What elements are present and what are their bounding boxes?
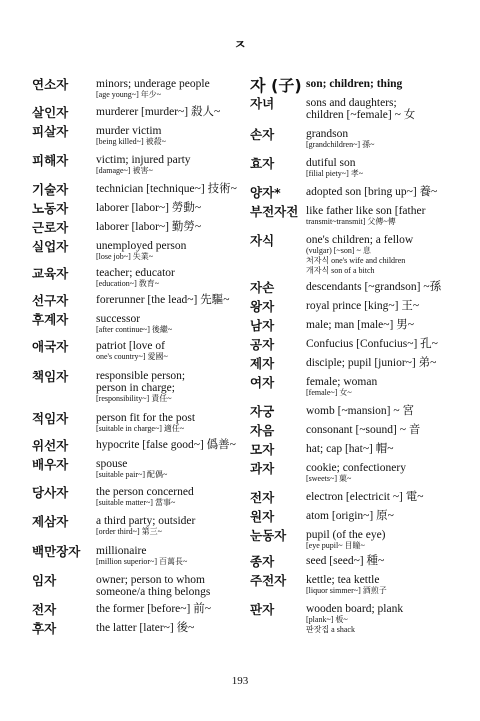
entry-meaning: electron [electricit ~] 電~ bbox=[306, 491, 424, 503]
entry-etymology: [filial piety~] 孝~ bbox=[306, 169, 364, 178]
entry-definition bbox=[96, 545, 187, 567]
entry-meaning: person in charge; bbox=[96, 382, 175, 394]
entry-etymology: [suitable matter~] 當事~ bbox=[96, 498, 176, 507]
entry-headword: 자식 bbox=[250, 233, 275, 248]
entry-headword: 과자 bbox=[250, 461, 275, 476]
entry-etymology: [suitable in charge~] 適任~ bbox=[96, 424, 185, 433]
entry-definition bbox=[96, 622, 194, 636]
entry-meaning: patriot [love of bbox=[96, 340, 165, 352]
dictionary-entry bbox=[250, 128, 374, 150]
entry-definition bbox=[306, 319, 414, 333]
entry-headword: 자녀 bbox=[250, 96, 275, 111]
entry-meaning: Confucius [Confucius~] 孔~ bbox=[306, 338, 438, 350]
dictionary-entry bbox=[32, 221, 201, 235]
dictionary-entry bbox=[250, 157, 363, 179]
entry-etymology: 처자식 one's wife and children bbox=[306, 256, 406, 265]
dictionary-entry bbox=[32, 125, 166, 147]
entry-definition bbox=[306, 97, 415, 121]
entry-definition bbox=[306, 300, 419, 314]
entry-meaning: murder victim bbox=[96, 125, 162, 137]
dictionary-entry bbox=[32, 154, 191, 176]
entry-etymology: [eye pupil~ 目瞳~ bbox=[306, 541, 365, 550]
entry-meaning: adopted son [bring up~] 養~ bbox=[306, 186, 438, 198]
entry-etymology: 개자식 son of a bitch bbox=[306, 266, 375, 275]
entry-headword: 제자 bbox=[250, 356, 275, 371]
entry-headword: 연소자 bbox=[32, 77, 69, 92]
entry-etymology: [suitable pair~] 配偶~ bbox=[96, 470, 168, 479]
entry-headword: 당사자 bbox=[32, 485, 69, 500]
entry-definition bbox=[96, 106, 220, 120]
dictionary-entry bbox=[250, 424, 420, 438]
entry-etymology: [million superior~] 百萬長~ bbox=[96, 557, 188, 566]
dictionary-entry bbox=[250, 205, 425, 227]
entry-etymology: [liquor simmer~] 酒煎子 bbox=[306, 586, 387, 595]
entry-definition bbox=[96, 240, 186, 262]
entry-definition bbox=[306, 491, 423, 505]
entry-etymology: [responsibility~] 責任~ bbox=[96, 394, 172, 403]
entry-meaning: unemployed person bbox=[96, 240, 187, 252]
entry-definition bbox=[306, 338, 438, 352]
dictionary-entry bbox=[32, 412, 195, 434]
entry-definition bbox=[306, 128, 374, 150]
entry-meaning: laborer [labor~] 勤勞~ bbox=[96, 221, 202, 233]
dictionary-entry bbox=[250, 405, 414, 419]
entry-headword: 책임자 bbox=[32, 369, 69, 384]
dictionary-entry bbox=[250, 603, 403, 635]
entry-headword: 원자 bbox=[250, 509, 275, 524]
entry-headword: 남자 bbox=[250, 318, 275, 333]
entry-headword: 후자 bbox=[32, 621, 57, 636]
entry-headword: 판자 bbox=[250, 602, 275, 617]
entry-meaning: disciple; pupil [junior~] 弟~ bbox=[306, 357, 437, 369]
entry-meaning: technician [technique~] 技術~ bbox=[96, 183, 237, 195]
entry-headword: 기술자 bbox=[32, 182, 69, 197]
entry-definition bbox=[96, 313, 172, 335]
dictionary-entry bbox=[250, 529, 386, 551]
entry-meaning: wooden board; plank bbox=[306, 603, 404, 615]
entry-meaning: a third party; outsider bbox=[96, 515, 196, 527]
entry-etymology: one's country~] 愛國~ bbox=[96, 352, 168, 361]
entry-meaning: cookie; confectionery bbox=[306, 462, 406, 474]
entry-meaning: responsible person; bbox=[96, 370, 186, 382]
entry-headword: 임자 bbox=[32, 573, 57, 588]
entry-definition bbox=[306, 405, 414, 419]
dictionary-entry bbox=[250, 555, 384, 569]
entry-meaning: womb [~mansion] ~ 宮 bbox=[306, 405, 414, 417]
entry-headword: 피해자 bbox=[32, 153, 69, 168]
entry-meaning: minors; underage people bbox=[96, 78, 210, 90]
entry-headword: 자 (子) bbox=[250, 76, 302, 95]
entry-etymology: [damage~] 被害~ bbox=[96, 166, 153, 175]
entry-headword: 전자 bbox=[250, 490, 275, 505]
entry-definition bbox=[96, 439, 236, 453]
entry-headword: 자손 bbox=[250, 280, 275, 295]
entry-headword: 선구자 bbox=[32, 293, 69, 308]
entry-headword: 눈동자 bbox=[250, 528, 287, 543]
entry-definition bbox=[306, 205, 425, 227]
entry-etymology: transmit~transmit] 父傳~傳 bbox=[306, 217, 396, 226]
dictionary-entry bbox=[32, 622, 194, 636]
entry-definition bbox=[96, 458, 167, 480]
entry-meaning: consonant [~sound] ~ 音 bbox=[306, 424, 421, 436]
entry-definition bbox=[306, 424, 420, 438]
entry-etymology: [female~] 女~ bbox=[306, 388, 352, 397]
entry-meaning: grandson bbox=[306, 128, 349, 140]
dictionary-entry bbox=[32, 340, 168, 362]
entry-definition bbox=[96, 154, 191, 176]
entry-meaning: murderer [murder~] 殺人~ bbox=[96, 106, 221, 118]
entry-definition bbox=[96, 515, 195, 537]
entry-headword: 실업자 bbox=[32, 239, 69, 254]
entry-headword: 제삼자 bbox=[32, 514, 69, 529]
entry-etymology: [education~] 敎育~ bbox=[96, 279, 160, 288]
dictionary-entry bbox=[32, 439, 236, 453]
dictionary-entry bbox=[250, 78, 402, 94]
entry-definition bbox=[306, 574, 387, 596]
dictionary-entry bbox=[32, 267, 175, 289]
entry-definition bbox=[96, 221, 201, 235]
entry-meaning: successor bbox=[96, 313, 141, 325]
entry-etymology: [grandchildren~] 孫~ bbox=[306, 140, 375, 149]
entry-definition bbox=[306, 462, 406, 484]
entry-headword: 교육자 bbox=[32, 266, 69, 281]
entry-definition bbox=[306, 510, 394, 524]
entry-definition bbox=[306, 443, 393, 457]
entry-etymology: [after continue~] 後繼~ bbox=[96, 325, 173, 334]
dictionary-entry bbox=[250, 97, 415, 121]
entry-meaning: pupil (of the eye) bbox=[306, 529, 386, 541]
entry-headword: 후계자 bbox=[32, 312, 69, 327]
entry-meaning: seed [seed~] 種~ bbox=[306, 555, 385, 567]
entry-meaning: forerunner [the lead~] 先驅~ bbox=[96, 294, 230, 306]
dictionary-entry bbox=[32, 574, 210, 598]
dictionary-entry bbox=[32, 486, 194, 508]
entry-definition bbox=[306, 186, 437, 200]
dictionary-entry bbox=[32, 370, 185, 404]
entry-meaning: dutiful son bbox=[306, 157, 356, 169]
dictionary-entry bbox=[250, 234, 413, 276]
entry-meaning: descendants [~grandson] ~孫 bbox=[306, 281, 442, 293]
dictionary-entry bbox=[32, 545, 187, 567]
dictionary-entry bbox=[250, 376, 377, 398]
entry-definition bbox=[306, 555, 384, 569]
entry-etymology: [lose job~] 失業~ bbox=[96, 252, 154, 261]
entry-headword: 주전자 bbox=[250, 573, 287, 588]
dictionary-entry bbox=[250, 443, 393, 457]
entry-meaning: teacher; educator bbox=[96, 267, 175, 279]
dictionary-entry bbox=[250, 357, 436, 371]
entry-definition bbox=[96, 370, 185, 404]
entry-meaning: someone/a thing belongs bbox=[96, 586, 211, 598]
entry-headword: 손자 bbox=[250, 127, 275, 142]
entry-headword: 왕자 bbox=[250, 299, 275, 314]
page-number: 193 bbox=[231, 675, 249, 687]
entry-headword: 백만장자 bbox=[32, 544, 81, 559]
dictionary-entry bbox=[32, 183, 237, 197]
entry-headword: 효자 bbox=[250, 156, 275, 171]
entry-definition bbox=[96, 125, 166, 147]
entry-definition bbox=[96, 267, 175, 289]
entry-headword: 자궁 bbox=[250, 404, 275, 419]
entry-headword: 자음 bbox=[250, 423, 275, 438]
entry-headword: 근로자 bbox=[32, 220, 69, 235]
entry-definition bbox=[96, 183, 237, 197]
entry-meaning: atom [origin~] 原~ bbox=[306, 510, 394, 522]
dictionary-entry bbox=[250, 281, 441, 295]
entry-meaning: hat; cap [hat~] 帽~ bbox=[306, 443, 394, 455]
entry-definition bbox=[96, 574, 210, 598]
dictionary-entry bbox=[32, 106, 220, 120]
entry-meaning: royal prince [king~] 王~ bbox=[306, 300, 420, 312]
entry-definition bbox=[96, 294, 229, 308]
entry-headword: 살인자 bbox=[32, 105, 69, 120]
dictionary-entry bbox=[32, 202, 201, 216]
entry-meaning: one's children; a fellow bbox=[306, 234, 414, 246]
entry-meaning: laborer [labor~] 勞動~ bbox=[96, 202, 202, 214]
entry-headword: 애국자 bbox=[32, 339, 69, 354]
page-header: ㅈ bbox=[233, 38, 247, 53]
entry-definition bbox=[306, 281, 441, 295]
entry-definition bbox=[306, 78, 402, 94]
dictionary-entry bbox=[32, 515, 195, 537]
dictionary-entry bbox=[250, 510, 394, 524]
entry-headword: 적임자 bbox=[32, 411, 69, 426]
entry-headword: 종자 bbox=[250, 554, 275, 569]
dictionary-entry bbox=[250, 186, 437, 200]
entry-meaning: kettle; tea kettle bbox=[306, 574, 380, 586]
entry-etymology: [sweets~] 菓~ bbox=[306, 474, 352, 483]
entry-meaning: millionaire bbox=[96, 545, 147, 557]
dictionary-entry bbox=[32, 78, 210, 100]
entry-definition bbox=[306, 529, 386, 551]
dictionary-entry bbox=[32, 313, 172, 335]
dictionary-entry bbox=[250, 491, 423, 505]
entry-etymology: 판잣집 a shack bbox=[306, 625, 355, 634]
entry-definition bbox=[96, 78, 210, 100]
entry-meaning: like father like son [father bbox=[306, 205, 426, 217]
entry-etymology: [plank~] 板~ bbox=[306, 615, 348, 624]
entry-headword: 위선자 bbox=[32, 438, 69, 453]
entry-headword: 모자 bbox=[250, 442, 275, 457]
entry-definition bbox=[306, 376, 377, 398]
entry-meaning: spouse bbox=[96, 458, 128, 470]
entry-definition bbox=[96, 603, 211, 617]
dictionary-entry bbox=[32, 240, 186, 262]
entry-etymology: [age young~] 年少~ bbox=[96, 90, 162, 99]
dictionary-entry bbox=[250, 300, 419, 314]
entry-meaning: female; woman bbox=[306, 376, 378, 388]
dictionary-entry bbox=[250, 338, 438, 352]
entry-definition bbox=[306, 157, 363, 179]
entry-headword: 전자 bbox=[32, 602, 57, 617]
entry-definition bbox=[306, 603, 403, 635]
entry-meaning: the person concerned bbox=[96, 486, 194, 498]
entry-headword: 배우자 bbox=[32, 457, 69, 472]
entry-headword: 피살자 bbox=[32, 124, 69, 139]
entry-headword: 공자 bbox=[250, 337, 275, 352]
entry-meaning: the latter [later~] 後~ bbox=[96, 622, 195, 634]
entry-meaning: hypocrite [false good~] 僞善~ bbox=[96, 439, 236, 451]
entry-definition bbox=[96, 486, 194, 508]
entry-definition bbox=[306, 234, 413, 276]
entry-headword: 여자 bbox=[250, 375, 275, 390]
entry-headword: 부전자전 bbox=[250, 204, 299, 219]
entry-definition bbox=[96, 412, 195, 434]
entry-meaning: the former [before~] 前~ bbox=[96, 603, 211, 615]
entry-definition bbox=[96, 202, 201, 216]
dictionary-entry bbox=[250, 574, 387, 596]
dictionary-entry bbox=[250, 319, 414, 333]
dictionary-entry bbox=[250, 462, 406, 484]
entry-meaning: owner; person to whom bbox=[96, 574, 205, 586]
entry-meaning: sons and daughters; bbox=[306, 97, 397, 109]
entry-headword: 양자* bbox=[250, 185, 281, 200]
entry-headword: 노동자 bbox=[32, 201, 69, 216]
entry-definition bbox=[96, 340, 168, 362]
dictionary-entry bbox=[32, 603, 211, 617]
entry-etymology: (vulgar) [~son] ~ 息 bbox=[306, 246, 371, 255]
dictionary-entry bbox=[32, 294, 229, 308]
entry-meaning: male; man [male~] 男~ bbox=[306, 319, 414, 331]
dictionary-entry bbox=[32, 458, 167, 480]
entry-etymology: [being killed~] 被殺~ bbox=[96, 137, 166, 146]
entry-meaning: victim; injured party bbox=[96, 154, 191, 166]
entry-meaning: children [~female] ~ 女 bbox=[306, 109, 416, 121]
entry-etymology: [order third~] 第三~ bbox=[96, 527, 162, 536]
entry-definition bbox=[306, 357, 436, 371]
entry-meaning: son; children; thing bbox=[306, 78, 403, 90]
entry-meaning: person fit for the post bbox=[96, 412, 196, 424]
